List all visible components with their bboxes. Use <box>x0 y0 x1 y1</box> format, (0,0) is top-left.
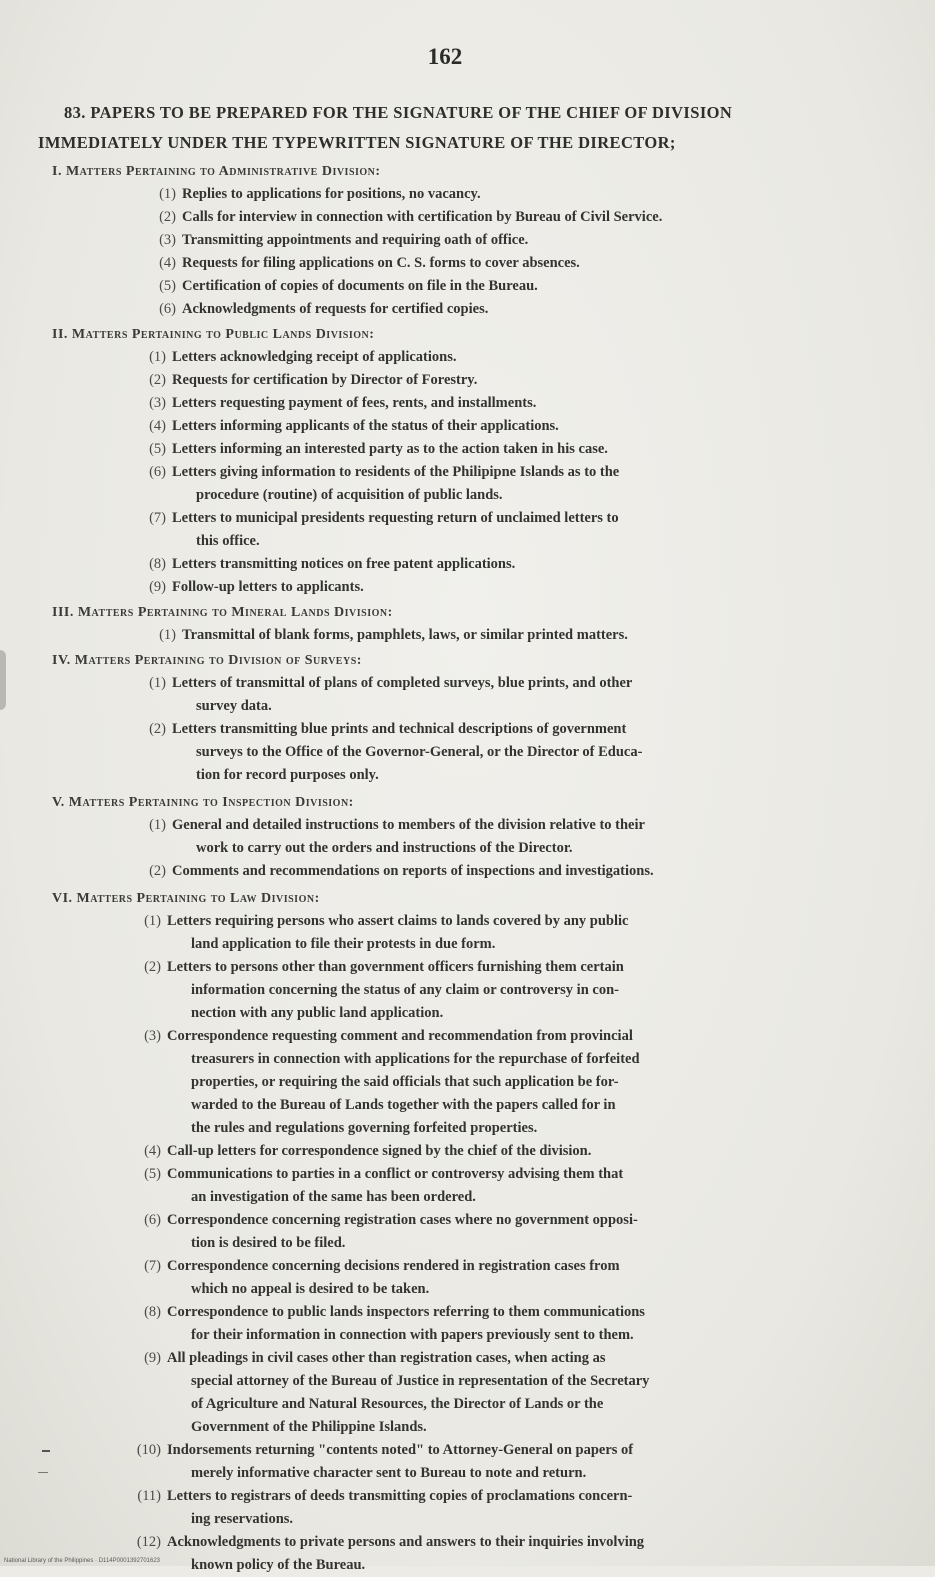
section-title: IV. Matters Pertaining to Division of Surveys: <box>52 653 362 668</box>
item-text-line: Replies to applications for positions, no vacancy. <box>182 186 481 202</box>
list-item <box>140 252 935 275</box>
item-text-line: procedure (routine) of acquisition of public lands. <box>196 487 503 503</box>
item-text-line: Communications to parties in a conflict or controversy advising them that <box>167 1166 624 1182</box>
list-item <box>125 1439 935 1485</box>
item-number: (2) <box>144 959 161 975</box>
item-number: (6) <box>159 301 176 317</box>
item-text <box>140 275 935 298</box>
list-item <box>130 438 935 461</box>
item-text-line: treasurers in connection with applications for the repurchase of forfeited <box>191 1051 640 1067</box>
item-text-line: Letters requiring persons who assert claims to lands covered by any public <box>167 913 629 929</box>
list-item <box>140 229 935 252</box>
item-text <box>125 956 935 1025</box>
item-text-line: properties, or requiring the said officials that such application be for- <box>191 1074 619 1090</box>
list-item <box>140 624 935 647</box>
item-text-line: Acknowledgments of requests for certified copies. <box>182 301 489 317</box>
list-item <box>130 814 935 860</box>
item-text-line: tion is desired to be filed. <box>191 1235 346 1251</box>
item-number: (5) <box>159 278 176 294</box>
item-number: (3) <box>144 1028 161 1044</box>
item-text-line: warded to the Bureau of Lands together with the papers called for in <box>191 1097 616 1113</box>
item-text-line: Letters to persons other than government officers furnishing them certain <box>167 959 624 975</box>
list-item <box>125 1347 935 1439</box>
list-item <box>130 415 935 438</box>
item-text-line: Letters transmitting blue prints and technical descriptions of government <box>172 721 627 737</box>
item-text-line: Letters transmitting notices on free patent applications. <box>172 556 516 572</box>
item-text <box>125 1301 935 1347</box>
item-text <box>125 1025 935 1140</box>
item-text-line: Letters to municipal presidents requesting return of unclaimed letters to <box>172 510 619 526</box>
item-number: (4) <box>144 1143 161 1159</box>
item-text-line: Correspondence requesting comment and recommendation from provincial <box>167 1028 633 1044</box>
list-item <box>130 860 935 883</box>
item-text-line: General and detailed instructions to members of the division relative to their <box>172 817 645 833</box>
item-number: (9) <box>149 579 166 595</box>
section-title: III. Matters Pertaining to Mineral Lands Division: <box>52 605 393 620</box>
item-text <box>130 415 935 438</box>
item-number: (1) <box>144 913 161 929</box>
section-heading <box>38 98 868 158</box>
item-text <box>125 1485 935 1531</box>
item-text <box>125 1347 935 1439</box>
item-text-line: Requests for certification by Director of Forestry. <box>172 372 478 388</box>
section-title: V. Matters Pertaining to Inspection Division: <box>52 795 354 810</box>
item-text <box>125 1255 935 1301</box>
item-number: (6) <box>149 464 166 480</box>
section-title: VI. Matters Pertaining to Law Division: <box>52 891 320 906</box>
section-title: II. Matters Pertaining to Public Lands Division: <box>52 327 375 342</box>
item-text-line: merely informative character sent to Bureau to note and return. <box>191 1465 587 1481</box>
heading-line-1: 83. PAPERS TO BE PREPARED FOR THE SIGNATURE OF THE CHIEF OF DIVISION <box>64 103 733 122</box>
item-text-line: Letters informing an interested party as to the action taken in his case. <box>172 441 608 457</box>
item-text <box>140 183 935 206</box>
item-text <box>140 298 935 321</box>
page-number: 162 <box>427 44 463 69</box>
list-item <box>130 672 935 718</box>
list-item <box>130 369 935 392</box>
item-number: (7) <box>144 1258 161 1274</box>
item-number: (5) <box>144 1166 161 1182</box>
item-text <box>130 392 935 415</box>
item-text <box>130 369 935 392</box>
item-number: (1) <box>149 675 166 691</box>
item-text-line: information concerning the status of any claim or controversy in con- <box>191 982 619 998</box>
item-number: (2) <box>159 209 176 225</box>
item-text-line: Correspondence concerning decisions rendered in registration cases from <box>167 1258 620 1274</box>
list-item <box>140 298 935 321</box>
item-number: (2) <box>149 372 166 388</box>
list-item <box>140 275 935 298</box>
item-text-line: Requests for filing applications on C. S. forms to cover absences. <box>182 255 580 271</box>
item-text <box>140 252 935 275</box>
item-text <box>140 229 935 252</box>
item-text <box>130 860 935 883</box>
item-number: (1) <box>149 349 166 365</box>
item-text <box>125 1531 935 1577</box>
document-body <box>0 160 935 1577</box>
item-text-line: Correspondence to public lands inspectors referring to them communications <box>167 1304 645 1320</box>
item-text-line: Letters informing applicants of the status of their applications. <box>172 418 559 434</box>
item-number: (1) <box>159 627 176 643</box>
item-text-line: Transmitting appointments and requiring oath of office. <box>182 232 529 248</box>
item-text-line: Transmittal of blank forms, pamphlets, laws, or similar printed matters. <box>182 627 628 643</box>
item-text-line: known policy of the Bureau. <box>191 1557 366 1573</box>
item-text-line: Letters of transmittal of plans of completed surveys, blue prints, and other <box>172 675 633 691</box>
list-item <box>130 718 935 787</box>
item-number: (2) <box>149 721 166 737</box>
list-item <box>140 183 935 206</box>
item-text-line: land application to file their protests in due form. <box>191 936 496 952</box>
list-item <box>125 1531 935 1577</box>
item-text-line: work to carry out the orders and instructions of the Director. <box>196 840 573 856</box>
list-item <box>125 1485 935 1531</box>
item-text-line: Comments and recommendations on reports of inspections and investigations. <box>172 863 654 879</box>
item-text <box>140 624 935 647</box>
item-text <box>130 346 935 369</box>
list-item <box>130 553 935 576</box>
item-number: (1) <box>159 186 176 202</box>
item-number: (11) <box>137 1488 161 1504</box>
item-number: (4) <box>159 255 176 271</box>
item-number: (4) <box>149 418 166 434</box>
item-text <box>130 461 935 507</box>
item-text <box>130 438 935 461</box>
item-text-line: Letters acknowledging receipt of applications. <box>172 349 457 365</box>
item-text-line: which no appeal is desired to be taken. <box>191 1281 430 1297</box>
list-item <box>140 206 935 229</box>
item-text-line: the rules and regulations governing forfeited properties. <box>191 1120 538 1136</box>
item-text-line: Government of the Philippine Islands. <box>191 1419 427 1435</box>
item-text <box>125 1163 935 1209</box>
list-item <box>130 392 935 415</box>
list-item <box>125 1025 935 1140</box>
item-number: (3) <box>159 232 176 248</box>
item-text <box>140 206 935 229</box>
item-number: (6) <box>144 1212 161 1228</box>
list-item <box>125 1301 935 1347</box>
item-text-line: Call-up letters for correspondence signed by the chief of the division. <box>167 1143 592 1159</box>
list-item <box>130 507 935 553</box>
item-text-line: survey data. <box>196 698 272 714</box>
item-text-line: this office. <box>196 533 260 549</box>
item-text-line: All pleadings in civil cases other than registration cases, when acting as <box>167 1350 606 1366</box>
item-text-line: nection with any public land application. <box>191 1005 444 1021</box>
list-item <box>125 910 935 956</box>
list-item <box>125 956 935 1025</box>
item-text <box>125 1209 935 1255</box>
item-text-line: Letters to registrars of deeds transmitting copies of proclamations concern- <box>167 1488 633 1504</box>
item-number: (8) <box>144 1304 161 1320</box>
item-text <box>130 672 935 718</box>
list-item <box>130 576 935 599</box>
item-text-line: tion for record purposes only. <box>196 767 379 783</box>
item-text <box>125 1439 935 1485</box>
heading-line-2: IMMEDIATELY UNDER THE TYPEWRITTEN SIGNATURE OF THE DIRECTOR; <box>38 133 676 152</box>
item-text <box>125 910 935 956</box>
item-text <box>125 1140 935 1163</box>
item-text <box>130 576 935 599</box>
item-text-line: Correspondence concerning registration cases where no government opposi- <box>167 1212 638 1228</box>
item-text-line: of Agriculture and Natural Resources, the Director of Lands or the <box>191 1396 604 1412</box>
item-text-line: Acknowledgments to private persons and answers to their inquiries involving <box>167 1534 645 1550</box>
item-text <box>130 718 935 787</box>
item-number: (3) <box>149 395 166 411</box>
list-item <box>125 1209 935 1255</box>
list-item <box>125 1163 935 1209</box>
list-item <box>130 346 935 369</box>
item-text-line: surveys to the Office of the Governor-General, or the Director of Educa- <box>196 744 643 760</box>
footer-watermark: National Library of the Philippines · D114P0001392701623 <box>4 1558 160 1564</box>
section-title: I. Matters Pertaining to Administrative Division: <box>52 164 381 179</box>
item-number: (1) <box>149 817 166 833</box>
item-text-line: special attorney of the Bureau of Justice in representation of the Secretary <box>191 1373 650 1389</box>
item-text <box>130 507 935 553</box>
item-text-line: Certification of copies of documents on file in the Bureau. <box>182 278 538 294</box>
item-number: (12) <box>136 1534 161 1550</box>
item-number: (5) <box>149 441 166 457</box>
list-item <box>130 461 935 507</box>
item-text-line: Follow-up letters to applicants. <box>172 579 364 595</box>
item-number: (9) <box>144 1350 161 1366</box>
item-text-line: Letters requesting payment of fees, rents, and installments. <box>172 395 537 411</box>
item-number: (8) <box>149 556 166 572</box>
item-number: (10) <box>136 1442 161 1458</box>
item-number: (2) <box>149 863 166 879</box>
item-text-line: Letters giving information to residents of the Philipipne Islands as to the <box>172 464 620 480</box>
item-number: (7) <box>149 510 166 526</box>
item-text-line: Calls for interview in connection with certification by Bureau of Civil Service. <box>182 209 663 225</box>
item-text-line: Indorsements returning "contents noted" to Attorney-General on papers of <box>167 1442 634 1458</box>
item-text-line: ing reservations. <box>191 1511 294 1527</box>
item-text <box>130 814 935 860</box>
item-text-line: an investigation of the same has been ordered. <box>191 1189 476 1205</box>
item-text-line: for their information in connection with papers previously sent to them. <box>191 1327 634 1343</box>
list-item <box>125 1140 935 1163</box>
list-item <box>125 1255 935 1301</box>
item-text <box>130 553 935 576</box>
